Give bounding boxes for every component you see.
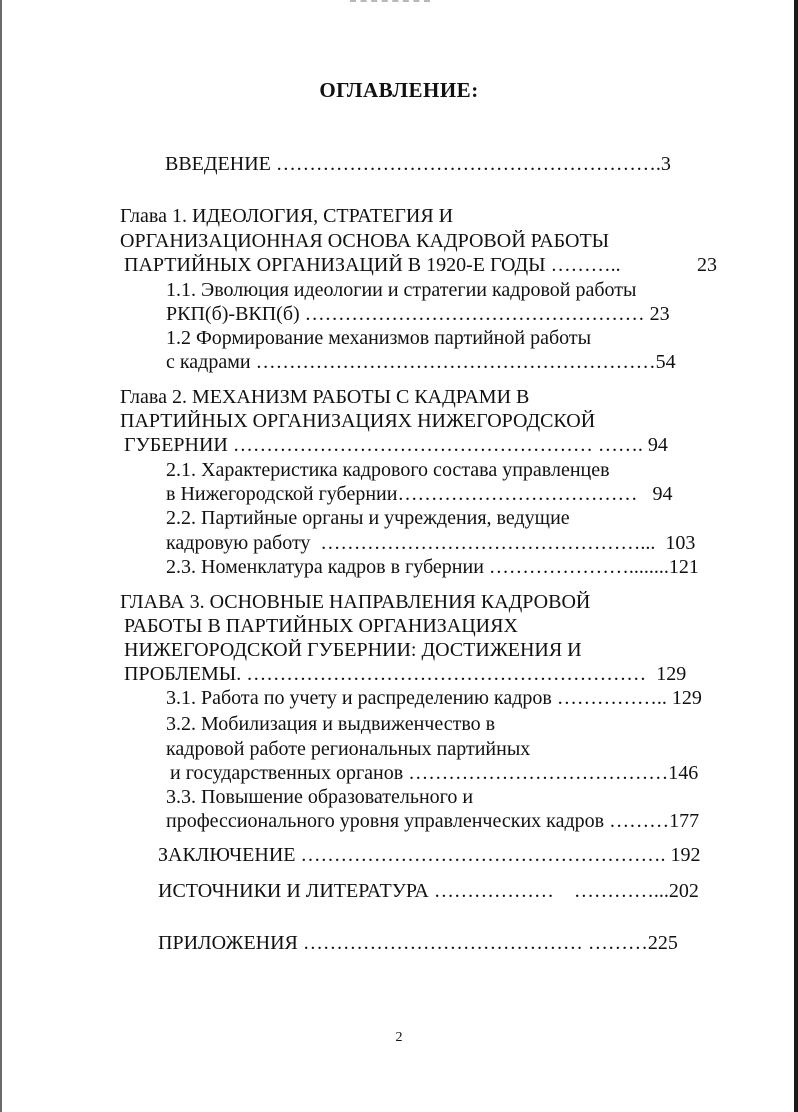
- toc-section-3-3-line1: 3.3. Повышение образовательного и: [166, 786, 474, 808]
- toc-section-3-2-line3: и государственных органов …………………………………146: [170, 762, 699, 784]
- page-number: 2: [395, 1030, 403, 1045]
- toc-chapter3-title-line2: РАБОТЫ В ПАРТИЙНЫХ ОРГАНИЗАЦИЯХ: [124, 615, 518, 637]
- toc-section-2-1-line1: 2.1. Характеристика кадрового состава управленцев: [166, 459, 610, 481]
- toc-section-1-2-line2: с кадрами ……………………………………………………54: [166, 351, 676, 373]
- toc-section-1-2-line1: 1.2 Формирование механизмов партийной работы: [166, 327, 592, 349]
- scan-edge-right: [794, 0, 798, 1112]
- toc-chapter2-title-line3: ГУБЕРНИИ ……………………………………………… ……. 94: [124, 434, 668, 456]
- toc-sources: ИСТОЧНИКИ И ЛИТЕРАТУРА ……………… …………...202: [158, 880, 699, 902]
- toc-section-1-1-line1: 1.1. Эволюция идеологии и стратегии кадровой работы: [166, 279, 637, 301]
- scan-edge-top: [350, 0, 430, 4]
- toc-section-2-2-line1: 2.2. Партийные органы и учреждения, ведущие: [166, 507, 570, 529]
- toc-section-2-2-line2: кадровую работу …………………………………………... 103: [166, 532, 696, 554]
- toc-chapter3-title-line3: НИЖЕГОРОДСКОЙ ГУБЕРНИИ: ДОСТИЖЕНИЯ И: [124, 639, 582, 661]
- toc-section-1-1-line2: РКП(б)-ВКП(б) …………………………………………… 23: [166, 303, 670, 325]
- toc-conclusion: ЗАКЛЮЧЕНИЕ ………………………………………………. 192: [158, 844, 701, 866]
- toc-chapter1-page: 23: [697, 254, 717, 276]
- toc-chapter1-title-line3: ПАРТИЙНЫХ ОРГАНИЗАЦИЙ В 1920-Е ГОДЫ ………..: [124, 254, 621, 276]
- toc-intro: ВВЕДЕНИЕ ………………………………………………….3: [165, 153, 671, 175]
- toc-chapter2-title-line1: Глава 2. МЕХАНИЗМ РАБОТЫ С КАДРАМИ В: [120, 386, 530, 408]
- toc-chapter3-title-line1: ГЛАВА 3. ОСНОВНЫЕ НАПРАВЛЕНИЯ КАДРОВОЙ: [120, 591, 591, 613]
- toc-section-3-2-line2: кадровой работе региональных партийных: [166, 738, 531, 760]
- toc-section-3-2-line1: 3.2. Мобилизация и выдвиженчество в: [166, 713, 496, 735]
- toc-chapter2-title-line2: ПАРТИЙНЫХ ОРГАНИЗАЦИЯХ НИЖЕГОРОДСКОЙ: [120, 410, 596, 432]
- toc-section-3-1-line1: 3.1. Работа по учету и распределению кадров …………….. 129: [166, 687, 702, 709]
- page-title: ОГЛАВЛЕНИЕ:: [319, 78, 479, 102]
- toc-section-2-3-line1: 2.3. Номенклатура кадров в губернии …………………........121: [166, 556, 699, 578]
- toc-chapter1-title-line2: ОРГАНИЗАЦИОННАЯ ОСНОВА КАДРОВОЙ РАБОТЫ: [120, 230, 610, 252]
- toc-appendix: ПРИЛОЖЕНИЯ …………………………………… ………225: [158, 932, 678, 954]
- toc-section-2-1-line2: в Нижегородской губернии……………………………… 94: [166, 483, 673, 505]
- toc-chapter3-title-line4: ПРОБЛЕМЫ. …………………………………………………… 129: [124, 663, 687, 685]
- toc-chapter1-title-line1: Глава 1. ИДЕОЛОГИЯ, СТРАТЕГИЯ И: [120, 205, 454, 227]
- toc-section-3-3-line2: профессионального уровня управленческих кадров ………177: [166, 810, 700, 832]
- scan-edge-left: [0, 0, 2, 1112]
